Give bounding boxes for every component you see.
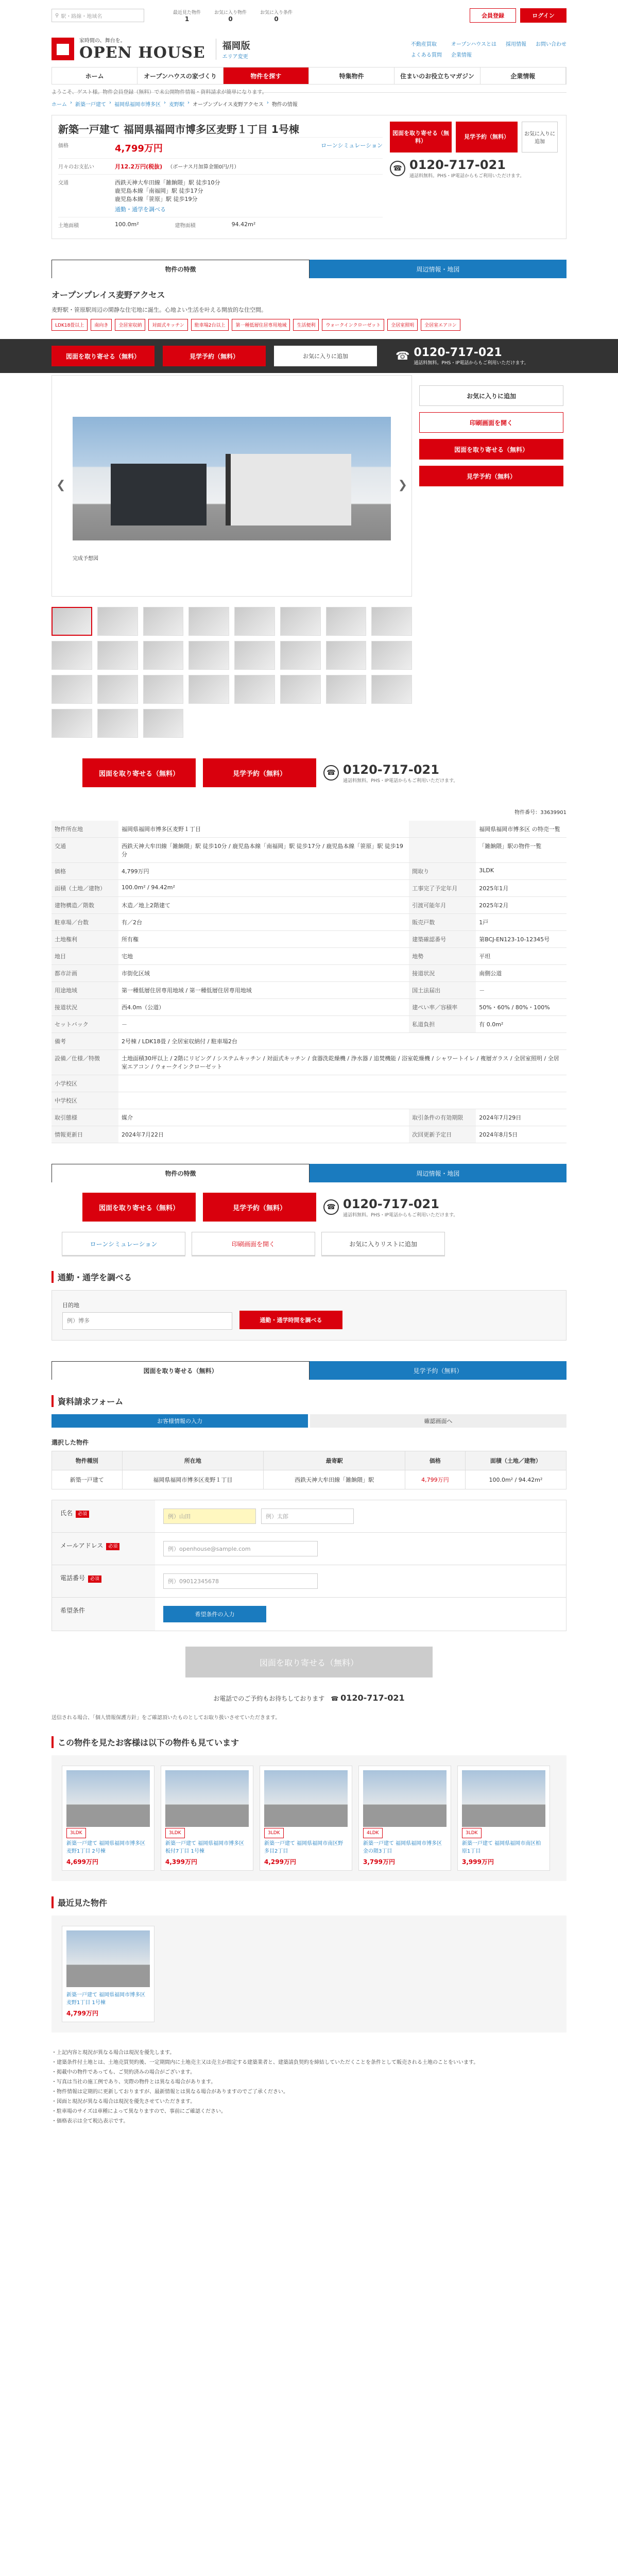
spec-table bbox=[52, 821, 566, 1143]
form-tel: お電話でのご予約もお待ちしております ☎ 0120-717-021 bbox=[213, 1693, 405, 1703]
search-input[interactable]: ⚲ 駅・路線・地域名 bbox=[52, 9, 144, 22]
lower-phone[interactable]: ☎ 0120-717-021 通話料無料。PHS・IP電話からもご利用いただけます。 bbox=[323, 1197, 458, 1218]
submit-button[interactable]: 図面を取り寄せる（無料） bbox=[185, 1647, 433, 1677]
note-item: ・ 物件情報は定期的に更新しておりますが、最新情報とは異なる場合がありますのでご了承ください。 bbox=[52, 2087, 566, 2097]
notes-list bbox=[52, 2048, 566, 2126]
fav-property-link[interactable]: お気に入り物件 0 bbox=[214, 10, 247, 23]
thumbnail[interactable] bbox=[143, 641, 184, 670]
thumbnail[interactable] bbox=[188, 675, 229, 704]
nav-company[interactable]: 企業情報 bbox=[480, 67, 566, 84]
phone-icon: ☎ bbox=[323, 1199, 339, 1215]
side-fav-button[interactable]: お気に入りに追加 bbox=[419, 385, 563, 406]
phone-contact[interactable]: ☎ 0120-717-021 通話料無料。PHS・IP電話からもご利用いただけます。 bbox=[390, 158, 560, 179]
phone-icon: ☎ bbox=[396, 349, 410, 363]
table-row: 都市計画 市街化区域 接道状況 南側公道 bbox=[52, 965, 566, 982]
table-row: 物件所在地 福岡県福岡市博多区麦野１丁目 福岡県福岡市博多区 の特売一覧 bbox=[52, 821, 566, 838]
table-row: 建物構造／階数 木造／地上2階建て 引渡可能年月 2025年2月 bbox=[52, 897, 566, 914]
commute-box: 目的地 例）博多 通勤・通学時間を調べる bbox=[52, 1290, 566, 1341]
toplink-contact[interactable]: お問い合わせ bbox=[536, 42, 566, 47]
step-1: お客様情報の入力 bbox=[52, 1414, 308, 1428]
table-row: 接道状況 西4.0m（公道） 建ぺい率／容積率 50%・60% / 80%・100% bbox=[52, 999, 566, 1016]
recommend-photo bbox=[165, 1770, 249, 1827]
thumbnail[interactable] bbox=[234, 675, 275, 704]
recent-card[interactable]: 新築一戸建て 福岡県福岡市博多区麦野1丁目 1号棟 4,799万円 bbox=[62, 1926, 154, 2022]
recommend-card[interactable]: 3LDK 新築一戸建て 福岡県福岡市博多区麦野1丁目 2号棟 4,699万円 bbox=[62, 1766, 154, 1871]
recommend-heading: この物件を見たお客様は以下の物件も見ています bbox=[52, 1736, 566, 1748]
breadcrumb: ホーム › 新築一戸建て › 福岡県福岡市博多区 › 麦野駅 › オープンプレイス麦野アクセス › 物件の情報 bbox=[52, 100, 298, 108]
area-selector[interactable]: 福岡版 エリア変更 bbox=[216, 39, 250, 60]
table-row: 中学校区 bbox=[52, 1092, 566, 1109]
table-row: 用途地域 第一種低層住居専用地域 / 第一種低層住居専用地域 国土法届出 － bbox=[52, 982, 566, 999]
selected-property-table: 物件種別 所在地 最寄駅 価格 面積（土地／建物） 新築一戸建て 福岡県福岡市博多区麦野１丁目 西鉄天神大牟田線「雑餉隈」駅 4,799万円 100.0m² / 94.42m² bbox=[52, 1451, 566, 1489]
thumbnail[interactable] bbox=[143, 607, 184, 636]
mid-phone[interactable]: ☎ 0120-717-021 通話料無料。PHS・IP電話からもご利用いただけます。 bbox=[323, 762, 458, 784]
inquiry-form: 氏名 必須 例）山田 例）太郎 メールアドレス 必須 例）openhouse@sample.com 電話番号 必須 例）09012345678 希望条件 希望条件の入力 bbox=[52, 1500, 566, 1631]
thumbnail[interactable] bbox=[371, 641, 412, 670]
recommend-photo bbox=[66, 1770, 150, 1827]
add-list-button[interactable]: お気に入りリストに追加 bbox=[321, 1232, 445, 1256]
monthly-payment: 月12.2万円(税抜) bbox=[115, 163, 163, 170]
table-row: 小学校区 bbox=[52, 1075, 566, 1092]
toplink-about[interactable]: オープンハウスとは bbox=[451, 42, 496, 47]
thumbnail[interactable] bbox=[52, 709, 92, 738]
last-name-field[interactable]: 例）山田 bbox=[163, 1509, 256, 1524]
page-title: 新築一戸建て 福岡県福岡市博多区麦野１丁目 1号棟 bbox=[58, 123, 299, 135]
side-request-button[interactable]: 図面を取り寄せる（無料） bbox=[419, 439, 563, 460]
toplink-faq[interactable]: よくある質問 bbox=[410, 53, 442, 58]
fav-condition-link[interactable]: お気に入り条件 0 bbox=[260, 10, 293, 23]
thumbnail[interactable] bbox=[280, 675, 321, 704]
phone-field[interactable]: 例）09012345678 bbox=[163, 1573, 318, 1589]
feature-tags: LDK18畳以上 南向き 全居室収納 対面式キッチン 駐車場2台以上 第一種低層住居専用地域 生活便利 ウォークインクローゼット 全居室照明 全居室エアコン bbox=[52, 319, 566, 331]
thumbnail[interactable] bbox=[188, 607, 229, 636]
bc-area[interactable]: 福岡県福岡市博多区 bbox=[114, 102, 161, 108]
table-row: 駐車場／台数 有／2台 販売戸数 1戸 bbox=[52, 914, 566, 931]
note-item: ・ 価格表示は全て税込表示です。 bbox=[52, 2116, 566, 2126]
global-nav bbox=[52, 67, 566, 84]
thumbnail[interactable] bbox=[52, 641, 92, 670]
thumbnail[interactable] bbox=[188, 641, 229, 670]
lower-visit-button[interactable]: 見学予約（無料） bbox=[203, 1193, 316, 1222]
mid-visit-button[interactable]: 見学予約（無料） bbox=[203, 758, 316, 787]
recommend-card[interactable]: 3LDK 新築一戸建て 福岡県福岡市南区柏原1丁目 3,999万円 bbox=[457, 1766, 550, 1871]
thumbnail[interactable] bbox=[371, 607, 412, 636]
tab-features-2[interactable]: 物件の特徴 bbox=[52, 1164, 310, 1182]
nav-home[interactable]: ホーム bbox=[52, 67, 138, 84]
tab-features[interactable]: 物件の特徴 bbox=[52, 260, 310, 278]
destination-input[interactable] bbox=[62, 1312, 232, 1330]
conditions-button[interactable]: 希望条件の入力 bbox=[163, 1606, 266, 1622]
nav-magazine[interactable]: 住まいのお役立ちマガジン bbox=[394, 67, 480, 84]
thumbnail[interactable] bbox=[234, 641, 275, 670]
recommend-card[interactable]: 3LDK 新築一戸建て 福岡県福岡市博多区板付7丁目 1号棟 4,399万円 bbox=[161, 1766, 253, 1871]
recommend-card[interactable]: 4LDK 新築一戸建て 福岡県福岡市博多区金の隈3丁目 3,799万円 bbox=[358, 1766, 451, 1871]
tab-map[interactable]: 周辺情報・地図 bbox=[310, 260, 566, 278]
thumbnail[interactable] bbox=[326, 607, 367, 636]
form-heading: 資料請求フォーム bbox=[52, 1395, 566, 1407]
house-logo-icon bbox=[52, 38, 74, 60]
thumbnail[interactable] bbox=[97, 675, 138, 704]
bc-station[interactable]: 麦野駅 bbox=[169, 102, 184, 108]
toplink-kaitori[interactable]: 不動産買取 bbox=[410, 42, 437, 47]
lower-request-button[interactable]: 図面を取り寄せる（無料） bbox=[82, 1193, 196, 1222]
visit-reserve-button[interactable]: 見学予約（無料） bbox=[456, 122, 518, 152]
table-row: セットバック － 私道負担 有 0.0m² bbox=[52, 1016, 566, 1033]
thumbnail[interactable] bbox=[97, 607, 138, 636]
thumbnail[interactable] bbox=[52, 675, 92, 704]
thumbnail[interactable] bbox=[234, 607, 275, 636]
print-button[interactable]: 印刷画面を開く bbox=[192, 1232, 315, 1256]
feature-title: オープンプレイス麦野アクセス bbox=[52, 290, 165, 300]
toplink-recruit[interactable]: 採用情報 bbox=[506, 42, 526, 47]
privacy-note: 送信される場合、「個人情報保護方針」をご確認頂いたものとしてお取り扱いさせていただきます。 bbox=[52, 1715, 281, 1721]
thumbnail[interactable] bbox=[52, 607, 92, 636]
property-id: 物件番号：33639901 bbox=[514, 810, 566, 816]
bc-current: 物件の情報 bbox=[271, 102, 298, 108]
register-button[interactable]: 会員登録 bbox=[470, 8, 516, 23]
table-row: 面積（土地／建物） 100.0m² / 94.42m² 工事完了予定年月 2025年1月 bbox=[52, 880, 566, 897]
side-print-button[interactable]: 印刷画面を開く bbox=[419, 412, 563, 433]
table-row: 価格 4,799万円 間取り 3LDK bbox=[52, 863, 566, 880]
recent-heading: 最近見た物件 bbox=[52, 1896, 566, 1908]
toplink-company[interactable]: 企業情報 bbox=[451, 53, 472, 58]
recommend-list bbox=[52, 1755, 566, 1881]
table-row: 取引態様 媒介 取引条件の有効期限 2024年7月29日 bbox=[52, 1109, 566, 1126]
welcome-notice: ようこそ、ゲスト様。物件会員登録（無料）で未公開物件情報・資料請求が簡単になります。 bbox=[52, 89, 267, 95]
table-row: 地目 宅地 地勢 平坦 bbox=[52, 948, 566, 965]
search-icon: ⚲ bbox=[55, 12, 59, 19]
note-item: ・ 上記内容と現況が異なる場合は現況を優先します。 bbox=[52, 2048, 566, 2058]
thumbnail[interactable] bbox=[371, 675, 412, 704]
sticky-fav-button[interactable]: お気に入りに追加 bbox=[274, 346, 377, 366]
bc-type[interactable]: 新築一戸建て bbox=[75, 102, 106, 108]
recommend-photo bbox=[264, 1770, 348, 1827]
site-header bbox=[52, 0, 566, 93]
table-row: 設備／仕様／特徴 土地面積30坪以上 / 2階にリビング / システムキッチン / 対面式キッチン / 食器洗乾燥機 / 浄水器 / 追焚機能 / 浴室乾燥機 / シャワートイレ / 複層ガラス / 全居室照明 / 全居室エアコン / ウォークインクローゼット bbox=[52, 1050, 566, 1075]
side-visit-button[interactable]: 見学予約（無料） bbox=[419, 466, 563, 486]
add-favorite-button[interactable]: お気に入りに追加 bbox=[522, 122, 558, 152]
prev-arrow-icon[interactable]: ❮ bbox=[56, 479, 66, 492]
table-row: 備考 2号棟 / LDK18畳 / 全居室収納付 / 駐車場2台 bbox=[52, 1033, 566, 1050]
note-item: ・ 駐車場のサイズは車種によって異なりますので、事前にご確認ください。 bbox=[52, 2107, 566, 2116]
thumbnail[interactable] bbox=[326, 675, 367, 704]
recent-viewed-link[interactable]: 最近見た物件 1 bbox=[173, 10, 201, 23]
thumbnail[interactable] bbox=[280, 607, 321, 636]
phone-icon: ☎ bbox=[390, 161, 405, 176]
thumbnail[interactable] bbox=[97, 641, 138, 670]
inquiry-tab-visit[interactable]: 見学予約（無料） bbox=[310, 1361, 566, 1380]
request-plan-button[interactable]: 図面を取り寄せる（無料） bbox=[390, 122, 452, 152]
next-arrow-icon[interactable]: ❯ bbox=[398, 479, 407, 492]
sticky-cta-bar: 図面を取り寄せる（無料） 見学予約（無料） お気に入りに追加 ☎ 0120-717-021 通話料無料。PHS・IP電話からもご利用いただけます。 bbox=[0, 339, 618, 373]
recommend-card[interactable]: 3LDK 新築一戸建て 福岡県福岡市南区野多目2丁目 4,299万円 bbox=[260, 1766, 352, 1871]
commute-link[interactable]: 通勤・通学を調べる bbox=[115, 206, 166, 213]
login-button[interactable]: ログイン bbox=[520, 8, 566, 23]
recommend-photo bbox=[363, 1770, 447, 1827]
note-item: ・ 建築条件付土地とは、土地売買契約後、一定期間内に土地売主又は売主が指定する建築業者と、建築請負契約を締結していただくことを条件として販売される土地のことをいいます。 bbox=[52, 2058, 566, 2067]
first-name-field[interactable]: 例）太郎 bbox=[261, 1509, 354, 1524]
mid-request-button[interactable]: 図面を取り寄せる（無料） bbox=[82, 758, 196, 787]
table-row: 土地権利 所有権 建築確認番号 第BCJ-EN123-10-12345号 bbox=[52, 931, 566, 948]
property-summary: 新築一戸建て 福岡県福岡市博多区麦野１丁目 1号棟 価格 4,799万円 ローンシミュレーション 月々のお支払い 月12.2万円(税抜) （ボーナス月加算金額0円/月） 交通 西鉄天神大牟田線「雑餉隈」駅 徒歩10分 鹿児島本線「南福岡」駅 徒歩17分 鹿児島本線「笹原」駅 徒歩19分 通勤・通学を調べる 土地面積 100.0m² 建物面積 94.42m² 図面を取り寄せる（無料） 見学予約（無料） お気に入りに追加 ☎ 0120-717-021 通話料無料。PHS・IP電話からもご利用いただけます。 bbox=[52, 115, 566, 239]
note-item: ・ 掲載中の物件であっても、ご契約済みの場合がございます。 bbox=[52, 2067, 566, 2077]
commute-heading: 通勤・通学を調べる bbox=[52, 1271, 566, 1283]
thumbnail[interactable] bbox=[143, 709, 184, 738]
table-row: 情報更新日 2024年7月22日 次回更新予定日 2024年8月5日 bbox=[52, 1126, 566, 1143]
logo[interactable]: 家時間の、舞台を。 OPEN HOUSE bbox=[52, 36, 205, 62]
thumbnail[interactable] bbox=[280, 641, 321, 670]
step-2: 確認画面へ bbox=[310, 1414, 566, 1428]
nav-feature[interactable]: 特集物件 bbox=[309, 67, 394, 84]
tab-map-2[interactable]: 周辺情報・地図 bbox=[310, 1164, 566, 1182]
nav-search[interactable]: 物件を探す bbox=[224, 67, 309, 84]
sticky-visit-button[interactable]: 見学予約（無料） bbox=[163, 346, 266, 366]
house-photo bbox=[73, 417, 391, 540]
inquiry-tab-request[interactable]: 図面を取り寄せる（無料） bbox=[52, 1361, 310, 1380]
nav-housebuilding[interactable]: オープンハウスの家づくり bbox=[138, 67, 223, 84]
recent-photo bbox=[66, 1930, 150, 1987]
loan-sim-link[interactable]: ローンシミュレーション bbox=[321, 142, 383, 149]
note-item: ・ 図面と現況が異なる場合は現況を優先させていただきます。 bbox=[52, 2097, 566, 2107]
thumbnail-list bbox=[52, 607, 412, 738]
email-field[interactable]: 例）openhouse@sample.com bbox=[163, 1541, 318, 1556]
table-row: 交通 西鉄天神大牟田線「雑餉隈」駅 徒歩10分 / 鹿児島本線「南福岡」駅 徒歩17分 / 鹿児島本線「笹原」駅 徒歩19分 「雑餉隈」駅の物件一覧 bbox=[52, 838, 566, 863]
thumbnail[interactable] bbox=[97, 709, 138, 738]
recommend-photo bbox=[462, 1770, 545, 1827]
main-photo: ❮ ❯ 完成予想図 bbox=[52, 375, 412, 597]
phone-icon: ☎ bbox=[323, 765, 339, 781]
thumbnail[interactable] bbox=[143, 675, 184, 704]
thumbnail[interactable] bbox=[326, 641, 367, 670]
note-item: ・ 写真は当社の施工例であり、実際の物件とは異なる場合があります。 bbox=[52, 2077, 566, 2087]
loan-sim-button[interactable]: ローンシミュレーション bbox=[62, 1232, 185, 1256]
commute-search-button[interactable]: 通勤・通学時間を調べる bbox=[239, 1311, 342, 1329]
bc-property: オープンプレイス麦野アクセス bbox=[193, 102, 264, 108]
bc-home[interactable]: ホーム bbox=[52, 102, 67, 108]
price: 4,799万円 bbox=[115, 143, 163, 154]
sticky-request-button[interactable]: 図面を取り寄せる（無料） bbox=[52, 346, 154, 366]
